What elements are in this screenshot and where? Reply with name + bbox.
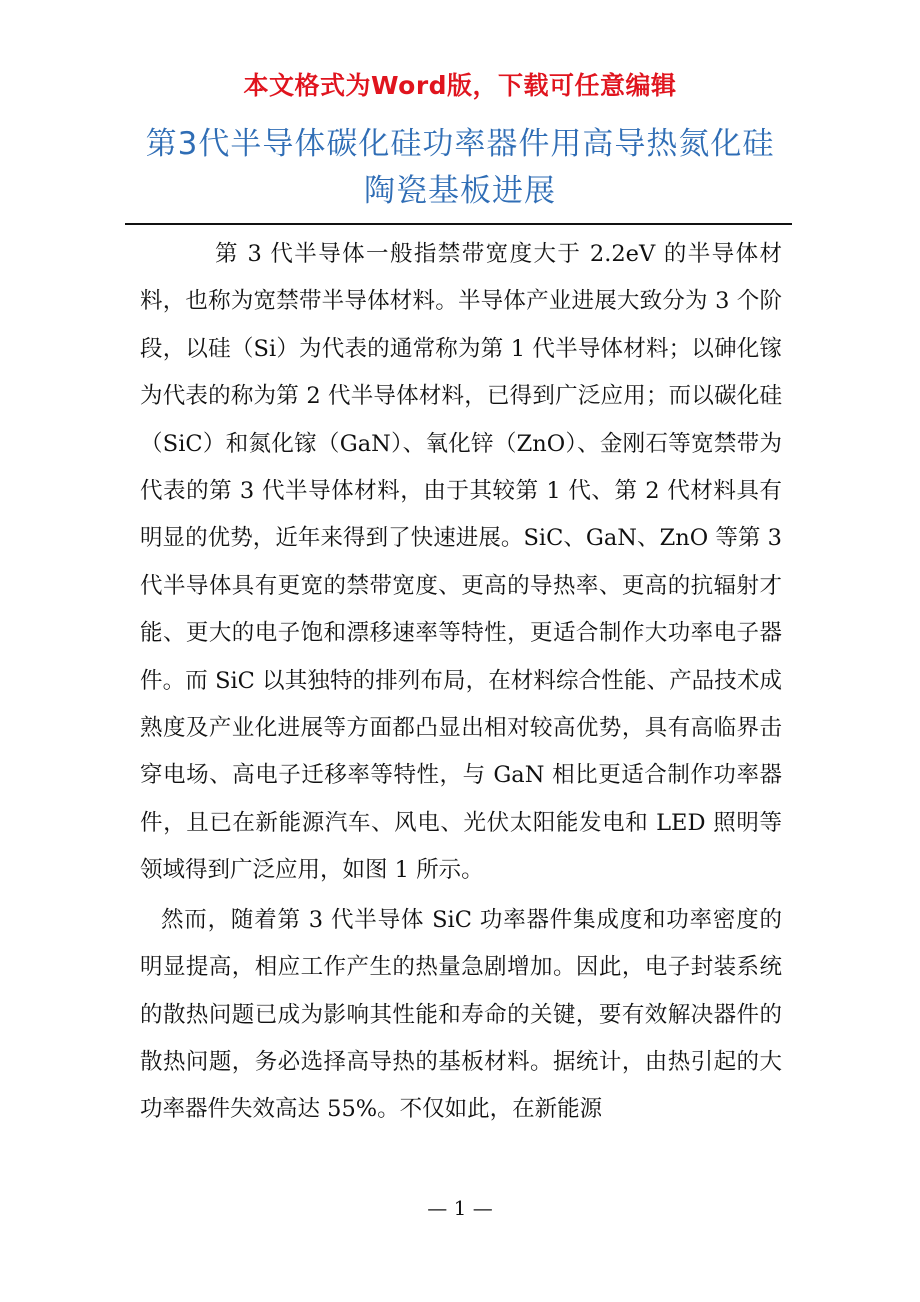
paragraph-1: 第 3 代半导体一般指禁带宽度大于 2.2eV 的半导体材料，也称为宽禁带半导体材料。半导体产业进展大致分为 3 个阶段，以硅（Si）为代表的通常称为第 1 代半导体材料；以砷化镓为代表的称为第 2 代半导体材料，已得到广泛应用；而以碳化硅（SiC）和氮化镓（GaN）、氧化锌（ZnO）、金刚石等宽禁带为代表的第 3 代半导体材料，由于其较第 1 代、第 2 代材料具有明显的优势，近年来得到了快速进展。SiC、GaN、ZnO 等第 3 代半导体具有更宽的禁带宽度、更高的导热率、更高的抗辐射才能、更大的电子饱和漂移速率等特性，更适合制作大功率电子器件。而 SiC 以其独特的排列布局，在材料综合性能、产品技术成熟度及产业化进展等方面都凸显出相对较高优势，具有高临界击穿电场、高电子迁移率等特性，与 GaN 相比更适合制作功率器件，且已在新能源汽车、风电、光伏太阳能发电和 LED 照明等领域得到广泛应用，如图 1 所示。	[140, 241, 782, 884]
word-format-notice: 本文格式为Word版，下载可任意编辑	[243, 71, 677, 100]
page-number: — 1 —	[427, 1196, 493, 1220]
document-body	[140, 231, 782, 1134]
document-title: 第3代半导体碳化硅功率器件用高导热氮化硅陶瓷基板进展	[145, 126, 775, 209]
paragraph-2: 然而，随着第 3 代半导体 SiC 功率器件集成度和功率密度的明显提高，相应工作产生的热量急剧增加。因此，电子封装系统的散热问题已成为影响其性能和寿命的关键，要有效解决器件的散热问题，务必选择高导热的基板材料。据统计，由热引起的大功率器件失效高达 55%。不仅如此，在新能源	[140, 906, 782, 1123]
title-divider	[125, 223, 792, 225]
